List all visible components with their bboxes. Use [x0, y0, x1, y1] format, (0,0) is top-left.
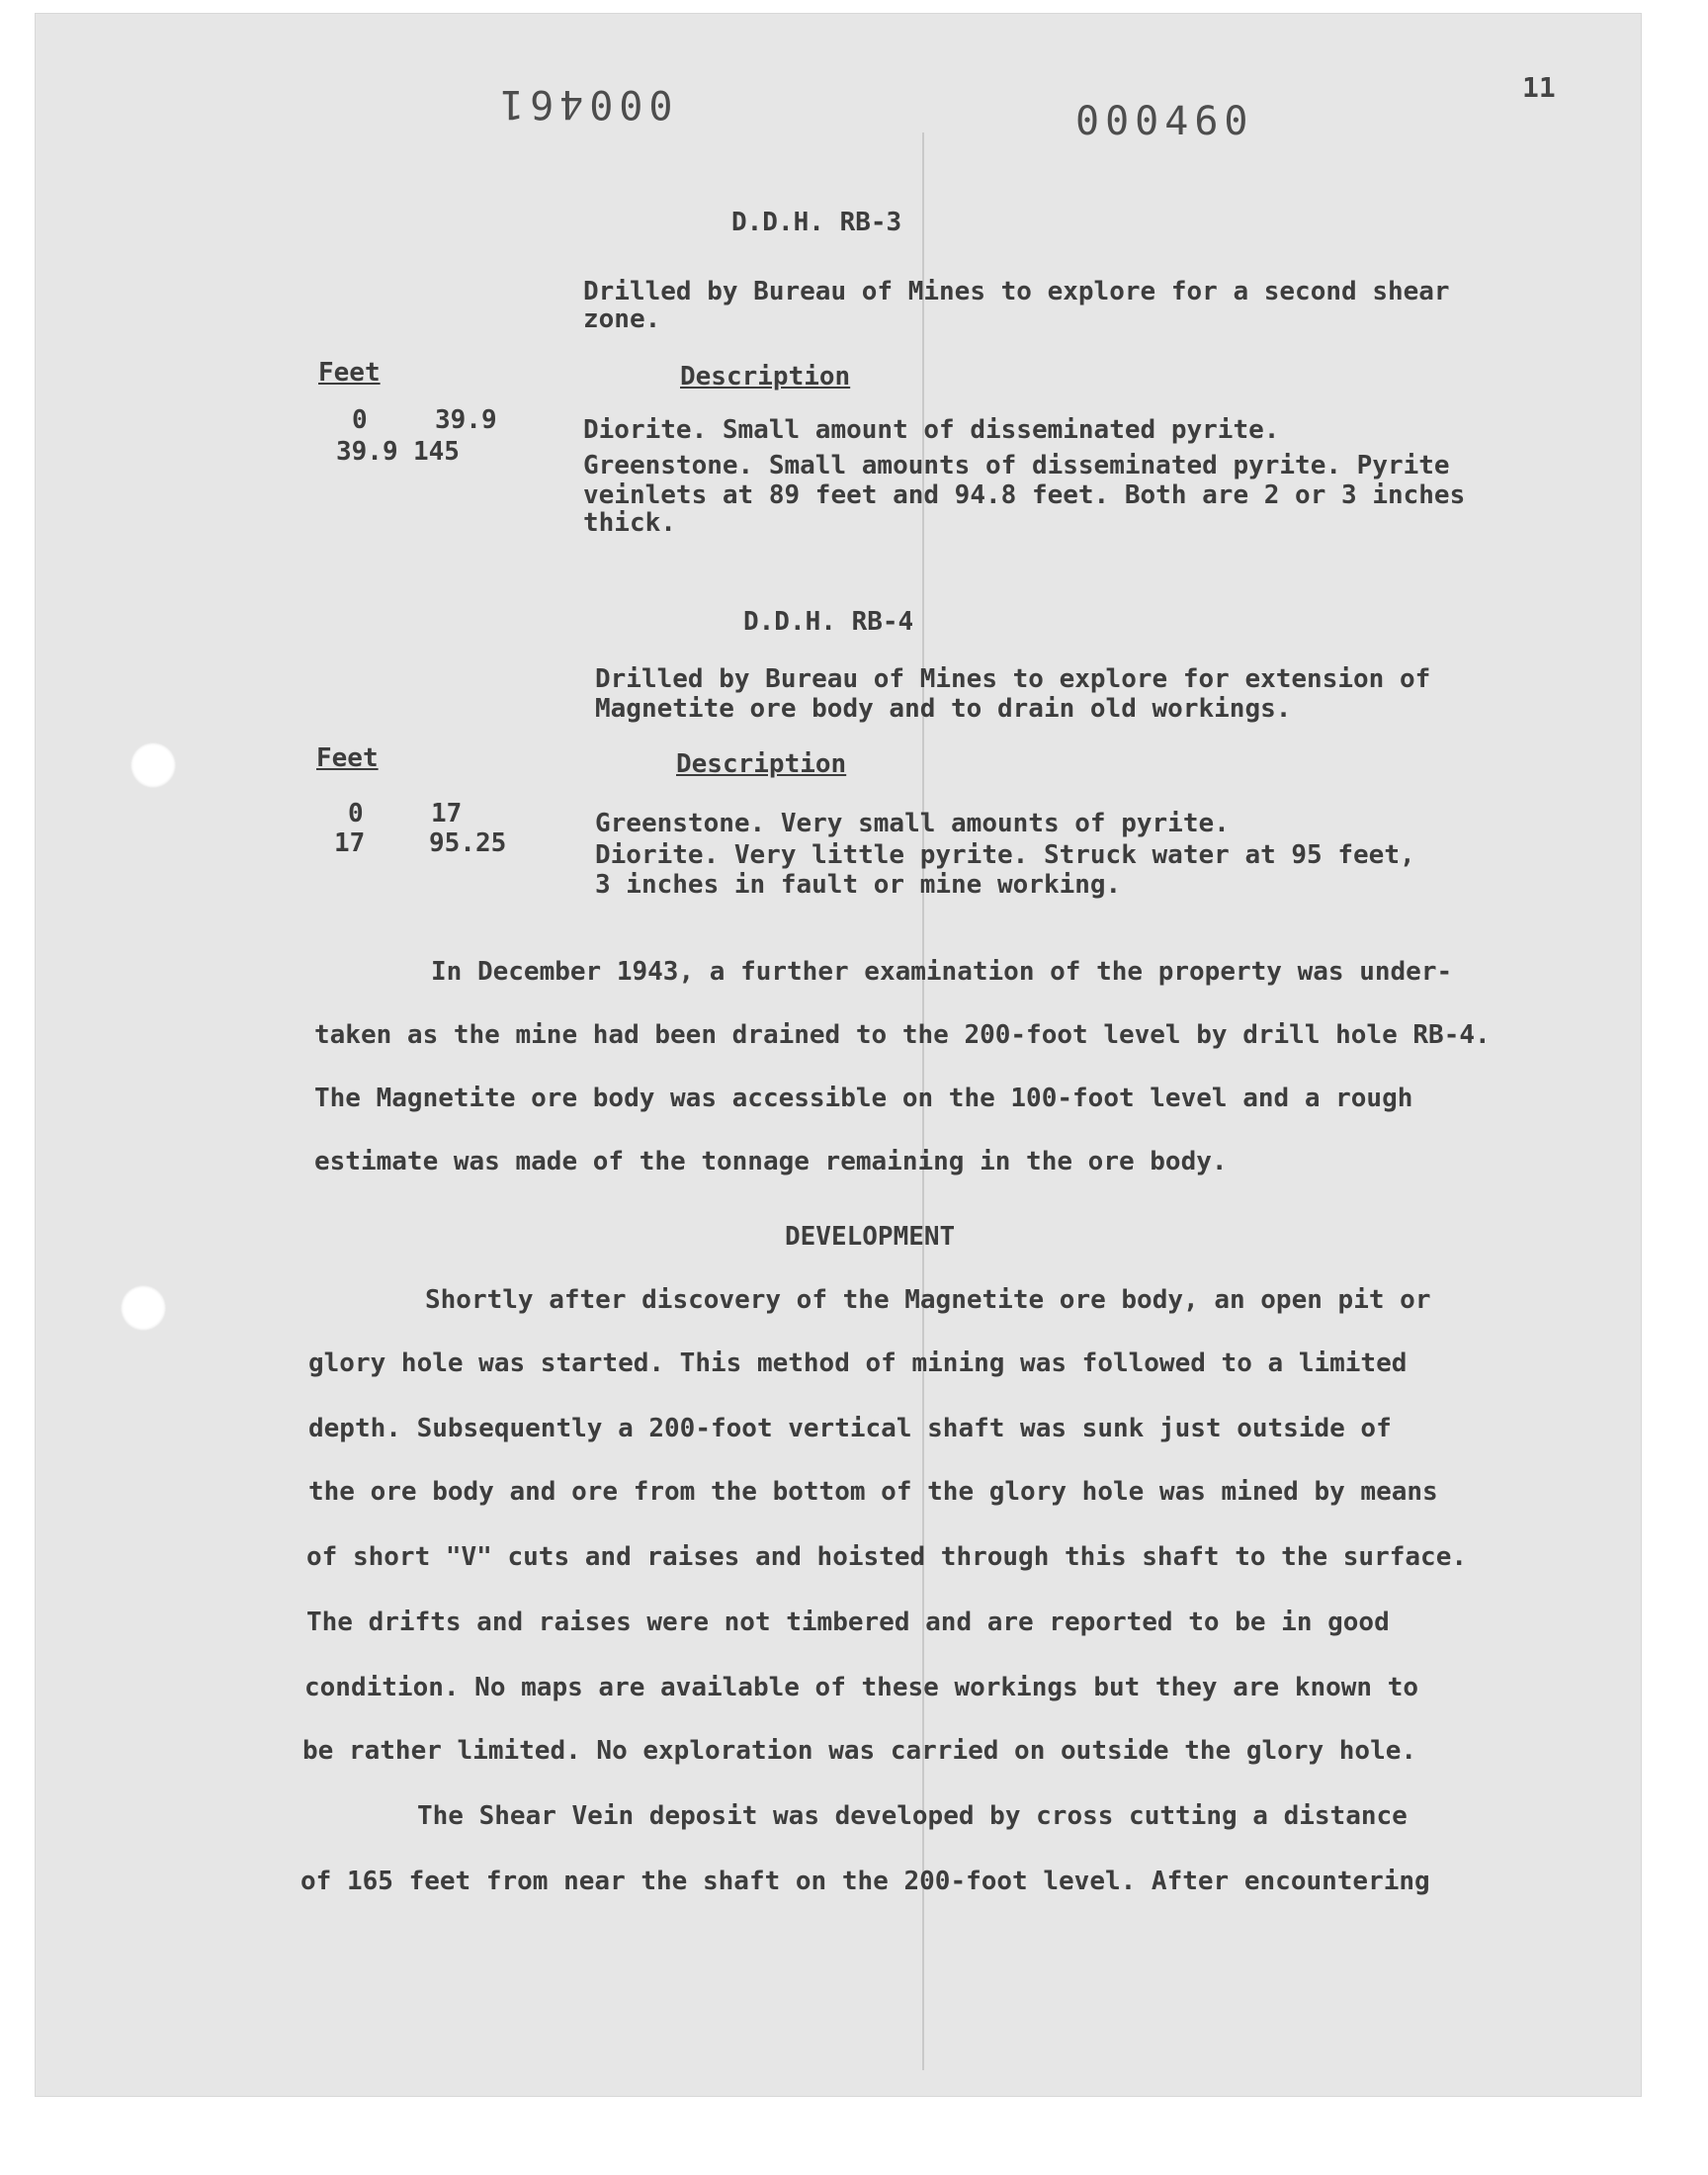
rb4-row1-from: 0 [348, 799, 364, 828]
rb3-col-feet: Feet [318, 358, 381, 388]
para2-line5: of short "V" cuts and raises and hoisted through this shaft to the surface. [306, 1542, 1467, 1572]
stamp-left: 000461 [494, 81, 673, 127]
rb3-row1-to: 39.9 [435, 405, 497, 435]
rb4-col-feet: Feet [316, 743, 379, 773]
rb3-col-description: Description [680, 362, 851, 392]
para2-line8: be rather limited. No exploration was carried on outside the glory hole. [302, 1736, 1417, 1766]
rb3-row2-desc-line1: Greenstone. Small amounts of disseminated pyrite. Pyrite [583, 451, 1450, 480]
rb4-row1-desc: Greenstone. Very small amounts of pyrite. [595, 809, 1230, 838]
rb4-row2-desc-line1: Diorite. Very little pyrite. Struck water at 95 feet, [595, 840, 1415, 870]
rb3-row2-to: 145 [413, 437, 460, 467]
para2-line3: depth. Subsequently a 200-foot vertical shaft was sunk just outside of [308, 1414, 1392, 1443]
punch-hole-top [130, 742, 176, 788]
rb4-heading: D.D.H. RB-4 [743, 607, 914, 637]
rb3-intro-line1: Drilled by Bureau of Mines to explore for a second shear [583, 277, 1450, 306]
para3-line1: The Shear Vein deposit was developed by cross cutting a distance [417, 1801, 1408, 1831]
rb3-heading: D.D.H. RB-3 [731, 208, 902, 237]
para1-line1: In December 1943, a further examination of the property was under- [431, 957, 1453, 987]
rb4-row2-from: 17 [334, 828, 366, 858]
rb4-intro-line2: Magnetite ore body and to drain old workings. [595, 694, 1292, 724]
para1-line2: taken as the mine had been drained to the 200-foot level by drill hole RB-4. [314, 1020, 1491, 1050]
stamp-right: 000460 [1075, 99, 1254, 144]
rb3-row2-desc-line3: thick. [583, 508, 676, 538]
rb3-row2-desc-line2: veinlets at 89 feet and 94.8 feet. Both are 2 or 3 inches [583, 480, 1466, 510]
para3-line2: of 165 feet from near the shaft on the 200-foot level. After encountering [300, 1867, 1430, 1896]
page-number: 11 [1522, 71, 1556, 104]
para2-line4: the ore body and ore from the bottom of the glory hole was mined by means [308, 1477, 1438, 1507]
rb4-col-description: Description [676, 749, 847, 779]
rb4-row1-to: 17 [431, 799, 463, 828]
para1-line4: estimate was made of the tonnage remaining in the ore body. [314, 1147, 1228, 1176]
rb4-row2-desc-line2: 3 inches in fault or mine working. [595, 870, 1122, 900]
para1-line3: The Magnetite ore body was accessible on the 100-foot level and a rough [314, 1084, 1413, 1113]
para2-line7: condition. No maps are available of these workings but they are known to [304, 1673, 1419, 1702]
rb4-row2-to: 95.25 [429, 828, 507, 858]
para2-line2: glory hole was started. This method of mining was followed to a limited [308, 1348, 1408, 1378]
rb3-row1-desc: Diorite. Small amount of disseminated pyrite. [583, 415, 1280, 445]
para2-line1: Shortly after discovery of the Magnetite ore body, an open pit or [425, 1285, 1431, 1315]
development-heading: DEVELOPMENT [785, 1222, 956, 1252]
punch-hole-bottom [121, 1285, 166, 1331]
rb3-row2-from: 39.9 [336, 437, 398, 467]
document-page [36, 14, 1641, 2096]
para2-line6: The drifts and raises were not timbered and are reported to be in good [306, 1608, 1390, 1637]
rb3-intro-line2: zone. [583, 304, 661, 334]
rb3-row1-from: 0 [352, 405, 368, 435]
rb4-intro-line1: Drilled by Bureau of Mines to explore for extension of [595, 664, 1431, 694]
